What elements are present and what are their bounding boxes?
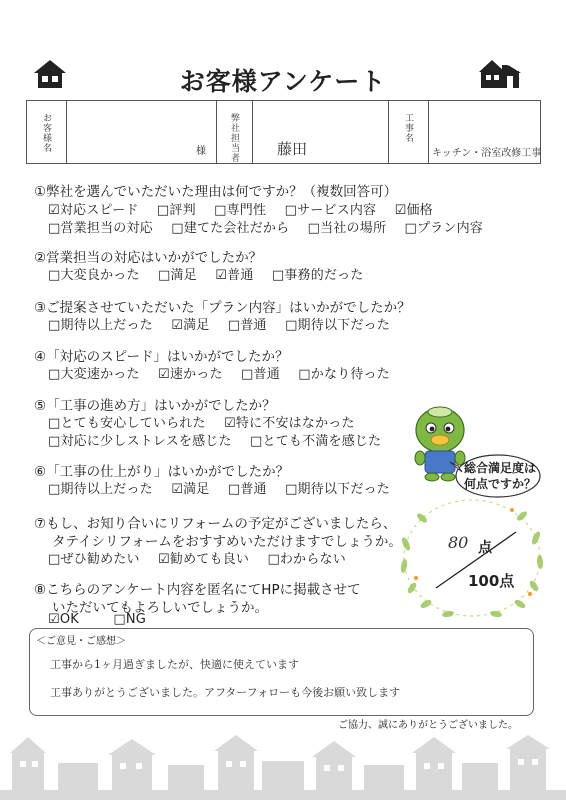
staff-name: 藤田 (277, 140, 308, 158)
question-1: ①弊社を選んでいただいた理由は何ですか？（複数回答可） (34, 184, 398, 200)
question-8-line-2: いただいてもよろしいでしょうか。 (52, 600, 268, 616)
score-question-line-2: 何点ですか？ (463, 477, 536, 491)
header-table (26, 100, 541, 164)
work-label: 工事名 (403, 113, 413, 143)
question-2-options (48, 264, 378, 283)
option-checkbox[interactable]: □サービス内容 (284, 203, 377, 218)
question-4-options (48, 363, 404, 382)
option-checkbox[interactable]: □期待以下だった (285, 482, 390, 497)
option-checkbox[interactable]: ☑速かった (158, 367, 223, 382)
option-checkbox[interactable]: □普通 (227, 482, 267, 497)
question-5-options-row-1 (48, 412, 369, 431)
question-5: ⑤「工事の進め方」はいかがでしたか？ (34, 398, 276, 414)
question-1-options-row-2 (48, 217, 497, 236)
comment-line-2: 工事ありがとうございました。アフターフォローも今後お願い致します (50, 686, 401, 699)
question-8-options (48, 612, 160, 627)
option-checkbox[interactable]: ☑満足 (171, 482, 210, 497)
option-checkbox[interactable]: □とても不満を感じた (250, 434, 382, 449)
option-checkbox[interactable]: ☑勧めても良い (158, 552, 250, 567)
comment-label: ＜ご意見・ご感想＞ (36, 636, 126, 647)
option-checkbox[interactable]: □わからない (267, 552, 346, 567)
option-checkbox[interactable]: □当社の場所 (307, 221, 387, 236)
option-checkbox[interactable]: □対応に少しストレスを感じた (48, 434, 232, 449)
score-question (458, 460, 542, 492)
score-value[interactable]: 80 (448, 533, 469, 552)
score-unit: 点 (478, 540, 492, 556)
option-checkbox[interactable]: ☑価格 (394, 203, 433, 218)
option-checkbox[interactable]: □専門性 (214, 203, 267, 218)
question-6-options (48, 478, 404, 497)
work-name-field[interactable] (429, 101, 540, 163)
question-4: ④「対応のスピード」はいかがでしたか？ (34, 349, 289, 365)
leaf-wreath (392, 490, 552, 625)
option-checkbox[interactable]: ☑OK (48, 612, 80, 627)
option-checkbox[interactable]: □大変速かった (48, 367, 140, 382)
question-8: ⑧こちらのアンケート内容を匿名にてHPに掲載させて (34, 582, 361, 598)
option-checkbox[interactable]: □ぜひ勧めたい (48, 552, 140, 567)
work-name: キッチン・浴室改修工事 (432, 148, 542, 159)
staff-name-field[interactable] (253, 101, 389, 163)
option-checkbox[interactable]: □普通 (241, 367, 280, 382)
score-max: 100点 (468, 572, 515, 590)
question-7: ⑦もし、お知り合いにリフォームの予定がございましたら、 (34, 516, 397, 532)
option-checkbox[interactable]: □期待以下だった (285, 318, 390, 333)
house-icon (478, 59, 522, 89)
thanks-message: ご協力、誠にありがとうございました。 (338, 720, 518, 731)
comment-line-1: 工事から1ヶ月過ぎましたが、快適に使えています (50, 658, 299, 671)
customer-label-cell (27, 101, 67, 163)
staff-label: 弊社担当者 (229, 113, 239, 163)
customer-label: お客様名 (41, 113, 51, 153)
customer-suffix: 様 (196, 146, 206, 157)
page-title: お客様アンケート (179, 67, 387, 96)
option-checkbox[interactable]: □営業担当の対応 (48, 221, 153, 236)
option-checkbox[interactable]: □普通 (227, 318, 267, 333)
town-silhouette (0, 735, 566, 800)
question-2: ②営業担当の対応はいかがでしたか？ (34, 250, 263, 266)
question-3: ③ご提案させていただいた「プラン内容」はいかがでしたか？ (34, 300, 411, 316)
option-checkbox[interactable]: □プラン内容 (404, 221, 483, 236)
question-5-options-row-2 (48, 430, 395, 449)
option-checkbox[interactable]: □期待以上だった (48, 318, 153, 333)
staff-label-cell (217, 101, 253, 163)
question-3-options (48, 314, 404, 333)
option-checkbox[interactable]: □とても安心していられた (48, 416, 206, 431)
option-checkbox[interactable]: □大変良かった (48, 268, 140, 283)
option-checkbox[interactable]: □満足 (158, 268, 197, 283)
option-checkbox[interactable]: □NG (113, 612, 147, 627)
question-7-options (48, 548, 360, 567)
option-checkbox[interactable]: ☑対応スピード (48, 203, 139, 218)
question-1-options-row-1 (48, 199, 447, 218)
work-label-cell (389, 101, 429, 163)
option-checkbox[interactable]: □事務的だった (271, 268, 364, 283)
customer-name-field[interactable] (67, 101, 217, 163)
option-checkbox[interactable]: □建てた会社だから (171, 221, 290, 236)
option-checkbox[interactable]: □かなり待った (298, 367, 390, 382)
option-checkbox[interactable]: ☑普通 (215, 268, 254, 283)
score-question-line-1: 総合満足度は (463, 461, 536, 475)
option-checkbox[interactable]: □評判 (156, 203, 196, 218)
question-6: ⑥「工事の仕上がり」はいかがでしたか？ (34, 464, 290, 480)
option-checkbox[interactable]: □期待以上だった (48, 482, 153, 497)
question-7-line-2: タテイシリフォームをおすすめいただけますでしょうか。 (52, 534, 402, 550)
option-checkbox[interactable]: ☑特に不安はなかった (224, 416, 355, 431)
option-checkbox[interactable]: ☑満足 (171, 318, 210, 333)
